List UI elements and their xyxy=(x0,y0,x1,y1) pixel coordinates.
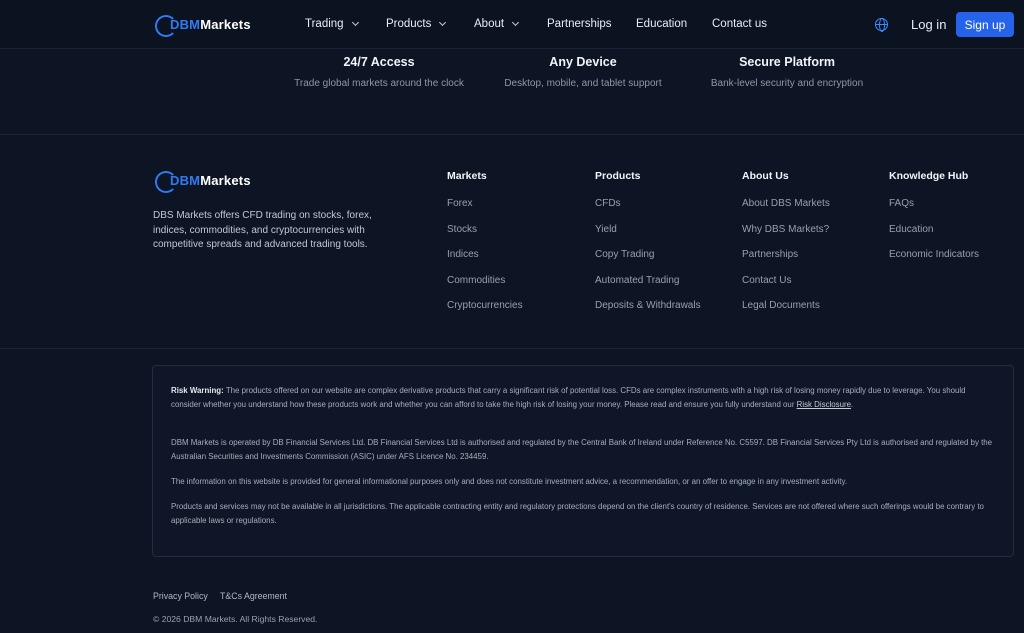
footer-link-yield[interactable]: Yield xyxy=(595,224,617,235)
column-title: Products xyxy=(595,170,641,182)
risk-disclosure-link[interactable]: Risk Disclosure xyxy=(796,400,852,409)
copyright-text: © 2026 DBM Markets. All Rights Reserved. xyxy=(153,614,318,624)
info-disclaimer-paragraph: The information on this website is provided for general informational purposes only and does not constitute investment advice, a recommendation, or an offer to engage in any investment activity. xyxy=(171,477,848,486)
footer-column-knowledge-hub xyxy=(889,170,980,260)
feature-247-access xyxy=(280,55,478,89)
nav-trading-label: Trading xyxy=(305,18,344,30)
footer-link-economic-indicators[interactable]: Economic Indicators xyxy=(889,249,980,260)
footer-link-partnerships[interactable]: Partnerships xyxy=(742,249,799,260)
privacy-policy-link[interactable]: Privacy Policy xyxy=(153,591,208,601)
logo-mark-icon xyxy=(154,14,176,34)
nav-about-label: About xyxy=(474,18,505,30)
login-button[interactable]: Log in xyxy=(911,17,947,32)
feature-title: Secure Platform xyxy=(739,55,835,69)
nav-about[interactable] xyxy=(474,18,518,30)
logo-text-part1: DBM xyxy=(170,172,201,188)
regulation-paragraph: DBM Markets is operated by DB Financial Services Ltd. DB Financial Services Ltd is authorised and regulated by the Central Bank of Ireland under Reference No. C5597. DB Financial Services Pty Ltd is authorised and regulated by the Australian Securities and Investments Commission (ASIC) under AFS Licence No. 234459. xyxy=(171,438,993,461)
footer-link-indices[interactable]: Indices xyxy=(447,249,479,260)
logo-text-part2: Markets xyxy=(200,172,251,188)
feature-description: Desktop, mobile, and tablet support xyxy=(504,78,662,89)
nav-products-label: Products xyxy=(386,18,432,30)
chevron-down-icon xyxy=(352,19,359,26)
column-title: Markets xyxy=(447,170,487,182)
risk-warning-box xyxy=(152,365,1014,557)
dbm-markets-logo[interactable] xyxy=(154,14,251,34)
nav-partnerships[interactable]: Partnerships xyxy=(547,18,612,30)
feature-secure-platform xyxy=(694,55,880,89)
section-divider xyxy=(0,348,1024,349)
footer-link-contact-us[interactable]: Contact Us xyxy=(742,275,792,286)
risk-warning-label: Risk Warning: xyxy=(171,386,224,395)
chevron-down-icon xyxy=(512,19,519,26)
nav-education[interactable]: Education xyxy=(636,18,688,30)
footer-link-deposits-withdrawals[interactable]: Deposits & Withdrawals xyxy=(595,300,701,311)
footer-link-cfds[interactable]: CFDs xyxy=(595,198,621,209)
risk-warning-end: . xyxy=(851,400,854,409)
nav-products[interactable] xyxy=(386,18,445,30)
footer-link-commodities[interactable]: Commodities xyxy=(447,275,506,286)
footer-link-faqs[interactable]: FAQs xyxy=(889,198,915,209)
globe-icon[interactable] xyxy=(875,18,888,31)
footer-link-stocks[interactable]: Stocks xyxy=(447,224,478,235)
jurisdiction-paragraph: Products and services may not be available in all jurisdictions. The applicable contracting entity and regulatory protections depend on the client's country of residence. Services are not offered where such offerings would be contrary to applicable laws or regulations. xyxy=(171,502,984,525)
feature-description: Trade global markets around the clock xyxy=(294,78,464,89)
nav-trading[interactable] xyxy=(305,18,358,30)
nav-contact-us[interactable]: Contact us xyxy=(712,18,767,30)
risk-warning-paragraph xyxy=(171,384,997,412)
logo-text-part2: Markets xyxy=(200,16,251,32)
risk-warning-text: The products offered on our website are complex derivative products that carry a significant risk of potential loss. CFDs are complex instruments with a high risk of losing money rapidly due to leverage. You should consider whether you understand how these products work and whether you can afford to take the high risk of losing your money. Please read and ensure you fully understand our xyxy=(171,386,966,409)
feature-description: Bank-level security and encryption xyxy=(710,78,864,89)
section-divider xyxy=(0,134,1024,135)
logo-mark-icon xyxy=(154,170,176,190)
footer-link-automated-trading[interactable]: Automated Trading xyxy=(595,275,680,286)
footer-column-about-us xyxy=(742,170,830,311)
top-navbar xyxy=(0,0,1024,49)
footer-link-copy-trading[interactable]: Copy Trading xyxy=(595,249,655,260)
column-title: Knowledge Hub xyxy=(889,170,969,182)
terms-link[interactable]: T&Cs Agreement xyxy=(220,591,287,601)
footer-link-about-dbs[interactable]: About DBS Markets xyxy=(742,198,830,209)
footer-link-why-dbs[interactable]: Why DBS Markets? xyxy=(742,224,830,235)
logo-text-part1: DBM xyxy=(170,16,201,32)
footer-link-education[interactable]: Education xyxy=(889,224,934,235)
footer-logo[interactable] xyxy=(154,170,251,190)
chevron-down-icon xyxy=(439,19,446,26)
footer-link-cryptocurrencies[interactable]: Cryptocurrencies xyxy=(447,300,523,311)
footer-link-legal-documents[interactable]: Legal Documents xyxy=(742,300,820,311)
feature-any-device xyxy=(490,55,676,89)
feature-title: 24/7 Access xyxy=(343,55,415,69)
footer-column-products xyxy=(595,170,701,311)
feature-title: Any Device xyxy=(549,55,617,69)
column-title: About Us xyxy=(742,170,789,182)
footer-link-forex[interactable]: Forex xyxy=(447,198,473,209)
footer-description: DBS Markets offers CFD trading on stocks, forex, indices, commodities, and cryptocurrencies with competitive spreads and advanced trading tools. xyxy=(153,210,372,250)
footer-column-markets xyxy=(447,170,523,311)
signup-button[interactable]: Sign up xyxy=(956,12,1014,37)
